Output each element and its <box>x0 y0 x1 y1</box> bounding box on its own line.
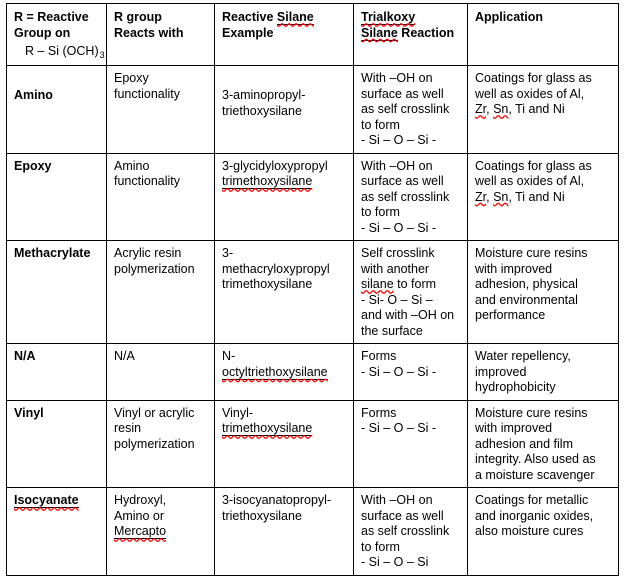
cell-reacts-with <box>107 400 215 488</box>
header-line: R = Reactive <box>14 10 89 24</box>
text-line: also moisture cures <box>475 524 584 538</box>
header-line: Reacts with <box>114 25 184 40</box>
cell-application <box>468 400 619 488</box>
text-line: Epoxy <box>114 71 149 85</box>
cell-reacts-with <box>107 66 215 154</box>
text-line: surface as well <box>361 86 444 101</box>
text-line: 3-aminopropyl- <box>222 88 306 102</box>
spellcheck-word: Silane <box>276 10 314 24</box>
text-line: with another <box>361 261 430 276</box>
cell-reacts-with <box>107 153 215 241</box>
text-line: a moisture scavenger <box>475 467 595 482</box>
text-line: performance <box>475 308 546 322</box>
silane-reference-table <box>6 3 619 576</box>
text-line: - Si- O – Si – <box>361 292 433 307</box>
text-line: as self crosslink <box>361 102 450 116</box>
column-header-trialkoxy-silane-reaction <box>354 4 468 66</box>
text-line: with improved <box>475 421 553 435</box>
table-body <box>7 4 619 576</box>
header-line: Reactive Silane <box>222 10 314 24</box>
table-row <box>7 488 619 576</box>
cell-application <box>468 344 619 401</box>
header-line <box>361 10 461 26</box>
text-line: Water repellency, <box>475 349 571 363</box>
text-line: trimethoxysilane <box>222 277 313 291</box>
text-line: improved <box>475 364 527 379</box>
column-header-reactive-silane-example <box>215 4 354 66</box>
text-line: Moisture cure resins <box>475 405 588 420</box>
column-header-application <box>468 4 619 66</box>
text-line: N/A <box>114 349 135 363</box>
table-row <box>7 153 619 241</box>
formula-subscript: 3 <box>99 50 105 60</box>
text-line: methacryloxypropyl <box>222 261 330 276</box>
text-line: - Si – O – Si - <box>361 133 437 147</box>
text-line: 3- <box>222 246 234 260</box>
text-line: integrity. Also used as <box>475 452 596 466</box>
header-line: R group <box>114 10 162 24</box>
table-row <box>7 400 619 488</box>
cell-group <box>7 241 107 344</box>
header-line: Silane Reaction <box>361 25 455 40</box>
formula-r-si-och3 <box>14 44 105 61</box>
cell-reaction <box>354 344 468 401</box>
text-line: - Si – O – Si - <box>361 220 437 235</box>
text-line: Forms <box>361 405 397 420</box>
text-line: With –OH on <box>361 493 433 507</box>
text-line: and with –OH on <box>361 308 455 322</box>
cell-example <box>215 153 354 241</box>
text-line <box>222 421 347 437</box>
table-row <box>7 344 619 401</box>
text-line: Coatings for metallic <box>475 493 589 507</box>
group-label: N/A <box>14 349 36 363</box>
text-line: Amino <box>114 158 150 173</box>
text-line: With –OH on <box>361 158 433 173</box>
text-line: silane to form <box>361 277 437 291</box>
group-label: Amino <box>14 88 53 102</box>
text-line: and environmental <box>475 292 578 307</box>
text-line: triethoxysilane <box>222 103 302 118</box>
header-line: Application <box>475 10 544 24</box>
cell-reaction <box>354 153 468 241</box>
spellcheck-word: Silane <box>361 25 398 40</box>
table-header-row <box>7 4 619 66</box>
column-header-reactive-group <box>7 4 107 66</box>
text-line: Moisture cure resins <box>475 246 588 260</box>
text-line: polymerization <box>114 261 195 276</box>
text-line: - Si – O – Si <box>361 555 429 569</box>
spellcheck-word: trimethoxysilane <box>222 421 313 435</box>
text-line: surface as well <box>361 508 444 523</box>
text-line: Zr, Sn, Ti and Ni <box>475 189 565 204</box>
column-header-reacts-with <box>107 4 215 66</box>
text-line: functionality <box>114 174 181 188</box>
text-line: adhesion, physical <box>475 277 578 291</box>
spellcheck-word: Sn <box>493 189 509 204</box>
text-line: 3-isocyanatopropyl- <box>222 493 332 507</box>
cell-example <box>215 400 354 488</box>
text-line: functionality <box>114 86 181 101</box>
cell-example <box>215 66 354 154</box>
header-line: Group on <box>14 25 71 40</box>
text-line: to form <box>361 117 400 132</box>
document-canvas <box>0 3 625 569</box>
table-row <box>7 66 619 154</box>
cell-reaction <box>354 66 468 154</box>
text-line: well as oxides of Al, <box>475 86 585 101</box>
text-line: hydrophobicity <box>475 380 556 394</box>
text-line: Acrylic resin <box>114 246 182 260</box>
text-line: N- <box>222 349 236 363</box>
text-line: as self crosslink <box>361 524 450 538</box>
cell-example <box>215 488 354 576</box>
text-line: well as oxides of Al, <box>475 174 585 188</box>
group-label: Methacrylate <box>14 246 91 260</box>
spellcheck-word: octyltriethoxysilane <box>222 364 328 379</box>
spellcheck-word: silane <box>361 277 394 291</box>
text-line: Zr, Sn, Ti and Ni <box>475 102 565 116</box>
text-line: Self crosslink <box>361 246 435 260</box>
spellcheck-word: trimethoxysilane <box>222 174 313 188</box>
text-line: With –OH on <box>361 71 433 85</box>
cell-example <box>215 241 354 344</box>
cell-reaction <box>354 488 468 576</box>
spellcheck-word: Isocyanate <box>14 493 79 507</box>
text-line: - Si – O – Si - <box>361 364 437 379</box>
text-line: and inorganic oxides, <box>475 508 594 523</box>
text-line: triethoxysilane <box>222 508 302 523</box>
text-line: Vinyl- <box>222 405 254 420</box>
header-line: Example <box>222 25 274 40</box>
cell-group <box>7 66 107 154</box>
table-row <box>7 241 619 344</box>
cell-reaction <box>354 241 468 344</box>
cell-application <box>468 488 619 576</box>
text-line: polymerization <box>114 436 195 451</box>
group-label <box>14 493 100 509</box>
cell-reaction <box>354 400 468 488</box>
cell-group <box>7 488 107 576</box>
text-line: resin <box>114 421 142 435</box>
text-line: as self crosslink <box>361 189 450 204</box>
text-line: 3-glycidyloxypropyl <box>222 158 328 173</box>
cell-reacts-with <box>107 241 215 344</box>
text-line <box>222 174 347 190</box>
cell-group <box>7 400 107 488</box>
cell-application <box>468 66 619 154</box>
text-line <box>222 365 347 381</box>
text-line: Forms <box>361 349 397 363</box>
cell-reacts-with <box>107 344 215 401</box>
text-line: to form <box>361 539 400 554</box>
text-line: to form <box>361 205 400 219</box>
group-label: Epoxy <box>14 158 52 173</box>
text-line: Hydroxyl, <box>114 493 167 507</box>
text-line: Amino or <box>114 508 165 523</box>
cell-application <box>468 241 619 344</box>
cell-reacts-with <box>107 488 215 576</box>
group-label: Vinyl <box>14 405 44 420</box>
cell-group <box>7 153 107 241</box>
text-line: adhesion and film <box>475 436 573 451</box>
spellcheck-word: Trialkoxy <box>361 10 416 24</box>
text-line: Coatings for glass as <box>475 158 592 173</box>
text-line: surface as well <box>361 174 444 188</box>
cell-example <box>215 344 354 401</box>
text-line: - Si – O – Si - <box>361 421 437 435</box>
spellcheck-word: Mercapto <box>114 524 167 538</box>
cell-application <box>468 153 619 241</box>
text-line: the surface <box>361 323 423 338</box>
formula-text: R – Si (OCH) <box>25 44 99 58</box>
spellcheck-word: Zr <box>475 189 487 204</box>
spellcheck-word: Zr <box>475 102 487 116</box>
cell-group <box>7 344 107 401</box>
spellcheck-word: Sn <box>493 102 509 116</box>
text-line: Coatings for glass as <box>475 71 592 85</box>
text-line: Vinyl or acrylic <box>114 405 195 420</box>
text-line: with improved <box>475 261 553 276</box>
